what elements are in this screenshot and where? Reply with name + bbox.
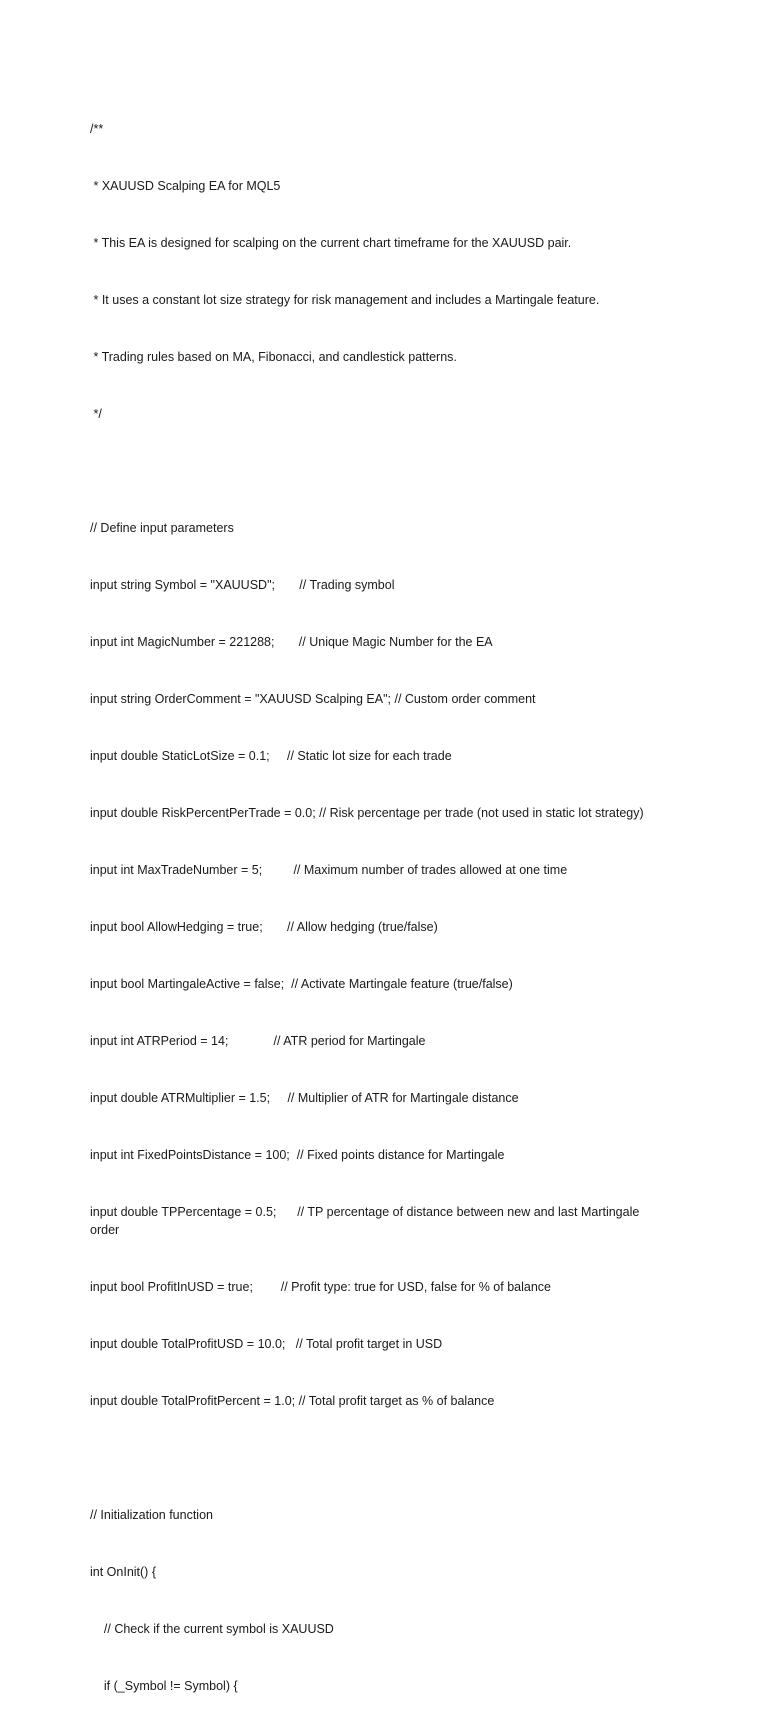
code-line: input double RiskPercentPerTrade = 0.0; // Risk percentage per trade (not used in static lot strategy) xyxy=(90,806,644,820)
code-line: input bool ProfitInUSD = true; // Profit type: true for USD, false for % of balance xyxy=(90,1280,551,1294)
code-line: input int MaxTradeNumber = 5; // Maximum number of trades allowed at one time xyxy=(90,863,568,877)
code-line: * Trading rules based on MA, Fibonacci, and candlestick patterns. xyxy=(90,350,457,364)
code-line: */ xyxy=(90,407,102,421)
code-line: input bool AllowHedging = true; // Allow hedging (true/false) xyxy=(90,920,438,934)
code-line: input double TotalProfitPercent = 1.0; // Total profit target as % of balance xyxy=(90,1394,495,1408)
blank-line xyxy=(90,462,670,480)
code-line: /** xyxy=(90,122,104,136)
code-line: input string OrderComment = "XAUUSD Scalping EA"; // Custom order comment xyxy=(90,692,536,706)
code-line: input bool MartingaleActive = false; // Activate Martingale feature (true/false) xyxy=(90,977,513,991)
code-line: int OnInit() { xyxy=(90,1565,156,1579)
code-line: input double TPPercentage = 0.5; // TP percentage of distance between new and last Martingale order xyxy=(90,1205,643,1237)
code-line: // Initialization function xyxy=(90,1508,213,1522)
code-line: * XAUUSD Scalping EA for MQL5 xyxy=(90,179,281,193)
blank-line xyxy=(90,1449,670,1467)
code-line: // Define input parameters xyxy=(90,521,234,535)
code-line: input double TotalProfitUSD = 10.0; // Total profit target in USD xyxy=(90,1337,443,1351)
code-line: input int FixedPointsDistance = 100; // Fixed points distance for Martingale xyxy=(90,1148,505,1162)
code-line: input double StaticLotSize = 0.1; // Static lot size for each trade xyxy=(90,749,452,763)
code-line: input double ATRMultiplier = 1.5; // Multiplier of ATR for Martingale distance xyxy=(90,1091,519,1105)
code-line: input int MagicNumber = 221288; // Unique Magic Number for the EA xyxy=(90,635,493,649)
code-line: * It uses a constant lot size strategy for risk management and includes a Martingale feature. xyxy=(90,293,600,307)
code-line: input int ATRPeriod = 14; // ATR period for Martingale xyxy=(90,1034,426,1048)
code-block xyxy=(90,92,670,1734)
code-line: * This EA is designed for scalping on the current chart timeframe for the XAUUSD pair. xyxy=(90,236,572,250)
code-line: if (_Symbol != Symbol) { xyxy=(90,1679,238,1693)
code-line: // Check if the current symbol is XAUUSD xyxy=(90,1622,334,1636)
code-line: input string Symbol = "XAUUSD"; // Trading symbol xyxy=(90,578,395,592)
